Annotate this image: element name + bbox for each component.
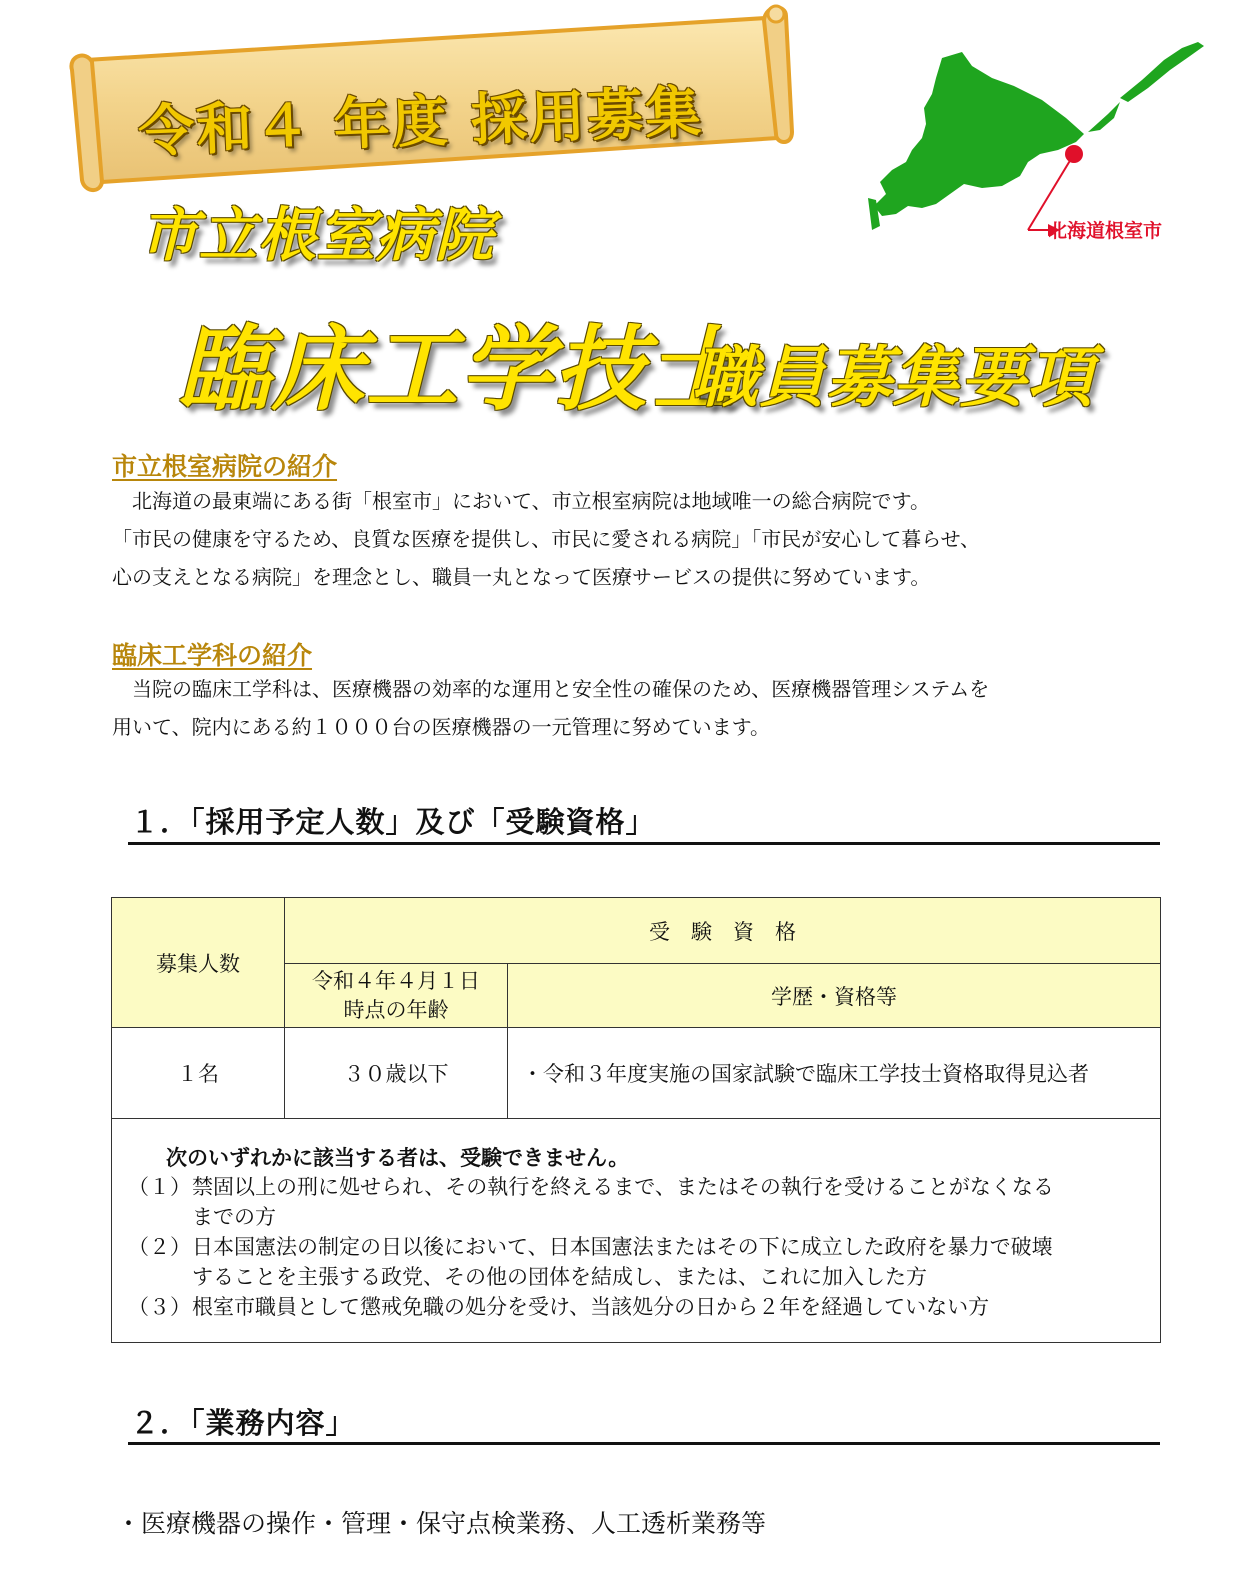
row-count: １名 [112,1028,285,1119]
recruit-table [111,897,1161,1119]
hospital-title: 市立根室病院 [140,201,495,269]
intro-line-3: 心の支えとなる病院」を理念とし、職員一丸となって医療サービスの提供に努めています。 [112,565,931,589]
notice-item-1-line1: 禁固以上の刑に処せられ、その執行を終えるまで、またはその執行を受けることがなくなる [192,1175,1054,1199]
intro-heading: 市立根室病院の紹介 [112,452,338,481]
intro-line-1: 北海道の最東端にある街「根室市」において、市立根室病院は地域唯一の総合病院です。 [112,489,930,513]
notice-item-2-line2: することを主張する政党、その他の団体を結成し、または、これに加入した方 [192,1265,927,1289]
job-title: 臨床工学技士 [178,316,743,423]
col-count-header: 募集人数 [112,898,285,1028]
nemuro-marker [1065,145,1083,163]
col-qual-header: 受 験 資 格 [285,898,1161,964]
col-age-line2: 時点の年齢 [343,997,449,1022]
section1-rule [128,842,1160,845]
dept-line-1: 当院の臨床工学科は、医療機器の効率的な運用と安全性の確保のため、医療機器管理システムを [112,677,990,701]
section2-heading: ２．「業務内容」 [130,1406,356,1440]
col-edu-header: 学歴・資格等 [508,964,1161,1028]
dept-heading: 臨床工学科の紹介 [112,641,313,670]
job-subtitle: 職員募集要項 [692,339,1094,416]
notice-item-2-num: （２） [128,1235,191,1259]
section2-rule [128,1442,1160,1445]
col-age-line1: 令和４年４月１日 [312,968,480,993]
dept-line-2: 用いて、院内にある約１０００台の医療機器の一元管理に努めています。 [112,715,770,739]
banner-title: 令和４ 年度 採用募集 [137,80,705,165]
notice-item-3-line1: 根室市職員として懲戒免職の処分を受け、当該処分の日から２年を経過していない方 [192,1295,990,1319]
notice-item-1-num: （１） [128,1175,191,1199]
col-age-header [285,964,508,1028]
row-edu: ・令和３年度実施の国家試験で臨床工学技士資格取得見込者 [508,1028,1161,1119]
notice-item-2-line1: 日本国憲法の制定の日以後において、日本国憲法またはその下に成立した政府を暴力で破壊 [192,1235,1053,1259]
notice-item-3-num: （３） [128,1295,191,1319]
map-label: 北海道根室市 [1048,220,1163,242]
intro-line-2: 「市民の健康を守るため、良質な医療を提供し、市民に愛される病院」「市民が安心して暮らせ、 [112,527,980,551]
section1-heading: １．「採用予定人数」及び「受験資格」 [130,805,656,839]
notice-lead: 次のいずれかに該当する者は、受験できません。 [166,1146,630,1170]
notice-item-1-line2: までの方 [192,1205,276,1229]
duty-item: ・医療機器の操作・管理・保守点検業務、人工透析業務等 [116,1509,767,1538]
row-age: ３０歳以下 [285,1028,508,1119]
